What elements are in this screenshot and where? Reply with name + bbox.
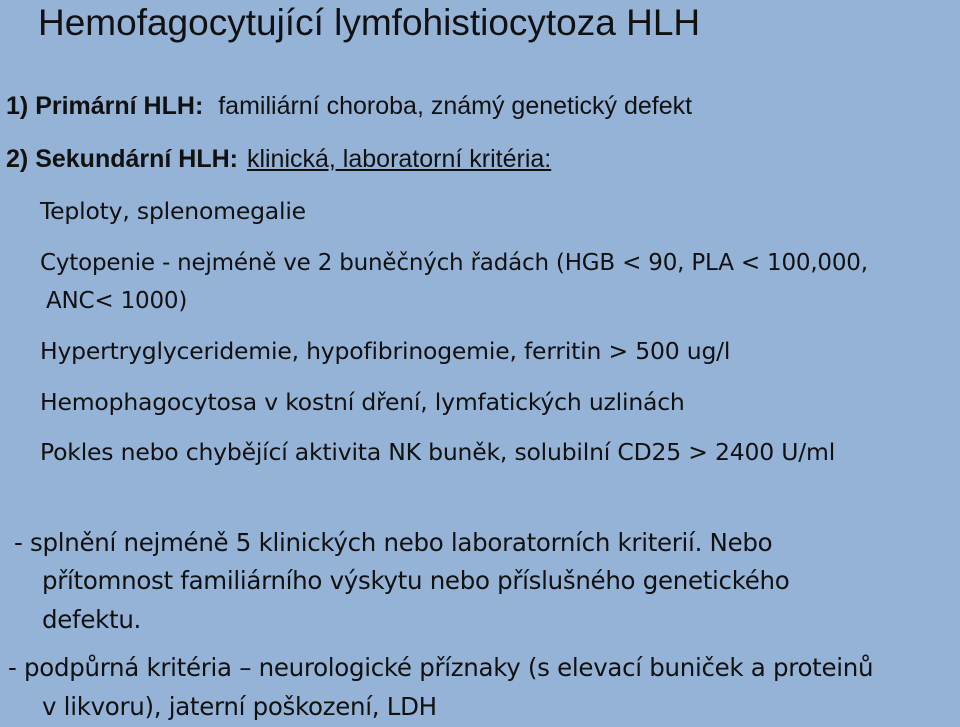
page-title: Hemofagocytující lymfohistiocytoza HLH — [38, 2, 701, 43]
note-supportive-line-1: - podpůrná kritéria – neurologické příznaky (s elevací buniček a proteinů — [8, 653, 874, 682]
criterion-cytopenia: Cytopenie - nejméně ve 2 buněčných řadách (HGB < 90, PLA < 100,000, — [40, 250, 868, 276]
secondary-hlh-number: 2) — [6, 145, 29, 173]
criterion-fever: Teploty, splenomegalie — [40, 197, 306, 225]
primary-hlh-row — [6, 94, 692, 119]
criterion-lipids: Hypertryglyceridemie, hypofibrinogemie, ferritin > 500 ug/l — [40, 337, 731, 365]
criterion-nk-activity: Pokles nebo chybějící aktivita NK buněk, solubilní CD25 > 2400 U/ml — [40, 438, 836, 466]
note-diagnosis-line-1: - splnění nejméně 5 klinických nebo laboratorních kriterií. Nebo — [14, 528, 773, 557]
criterion-cytopenia-cont: ANC< 1000) — [46, 288, 188, 314]
primary-hlh-label: Primární HLH: — [35, 92, 204, 120]
secondary-hlh-label: Sekundární HLH: — [35, 145, 238, 173]
note-diagnosis-line-3: defektu. — [42, 605, 142, 634]
primary-hlh-number: 1) — [6, 92, 29, 120]
secondary-hlh-text: klinická, laboratorní kritéria: — [246, 145, 552, 173]
note-supportive-line-2: v likvoru), jaterní poškození, LDH — [42, 692, 437, 721]
secondary-hlh-row — [6, 147, 551, 172]
criterion-hemophagocytosis: Hemophagocytosa v kostní dření, lymfatických uzlinách — [40, 388, 685, 416]
primary-hlh-text: familiární choroba, známý genetický defekt — [218, 92, 693, 120]
note-diagnosis-line-2: přítomnost familiárního výskytu nebo příslušného genetického — [42, 566, 790, 595]
